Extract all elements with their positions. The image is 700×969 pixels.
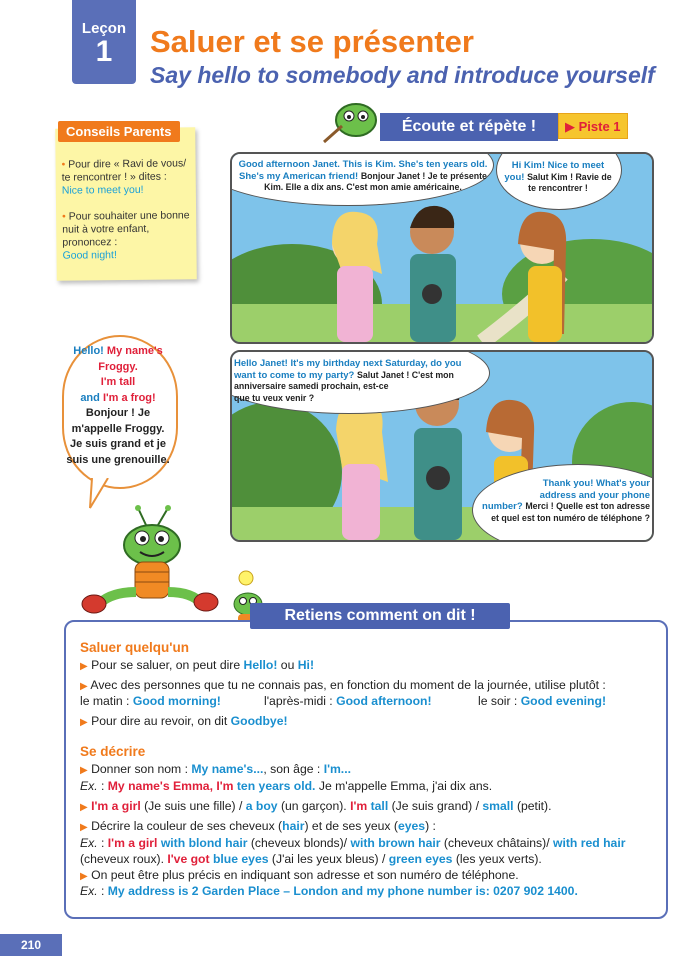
bullet-arrow-icon: ▶ <box>80 822 88 833</box>
panel1-bubble-right-text: Hi Kim! Nice to meet you! Salut Kim ! Ravie de te rencontrer ! <box>504 160 612 193</box>
tip2-fr: Pour souhaiter une bonne nuit à votre enfant, prononcez : <box>62 209 190 249</box>
bullet-arrow-icon: ▶ <box>80 765 88 776</box>
panel2-bubble-left-text: Hello Janet! It's my birthday next Saturday, do you want to come to my party? Salut Janet ! C'est mon anniversaire samedi prochain, est-ce que tu veux venir ? <box>234 358 462 403</box>
section-saluer-title: Saluer quelqu'un <box>80 640 189 655</box>
froggy-and: and <box>80 391 100 404</box>
decrire-line-3: ▶ I'm a girl (Je suis une fille) / a boy (un garçon). I'm tall (Je suis grand) / small (petit). <box>80 799 552 813</box>
froggy-frog: I'm a frog! <box>102 391 156 404</box>
froggy-fr1: Bonjour ! Je <box>85 407 151 419</box>
play-icon: ▶ <box>565 119 575 134</box>
froggy-hello: Hello! <box>73 345 104 357</box>
decrire-line-6: (cheveux roux). I've got blue eyes (J'ai les yeux bleus) / green eyes (les yeux verts). <box>80 852 542 866</box>
froggy-fr4: suis une grenouille. <box>66 453 170 466</box>
froggy-speech-text <box>66 344 170 468</box>
conseils-tag: Conseils Parents <box>58 121 180 142</box>
saluer-line-2: ▶ Avec des personnes que tu ne connais pas, en fonction du moment de la journée, utilise plutôt : <box>80 678 606 692</box>
piste-badge[interactable] <box>558 113 628 139</box>
retiens-box <box>64 620 668 919</box>
decrire-line-4: ▶ Décrire la couleur de ses cheveux (hair) et de ses yeux (eyes) : <box>80 819 436 833</box>
froggy-illustration <box>80 500 220 620</box>
bullet-arrow-icon: ▶ <box>80 871 88 882</box>
saluer-line-4: ▶ Pour dire au revoir, on dit Goodbye! <box>80 714 288 728</box>
decrire-line-2: Ex. : My name's Emma, I'm ten years old. Je m'appelle Emma, j'ai dix ans. <box>80 779 493 793</box>
lesson-badge <box>72 0 136 84</box>
page-title-en: Say hello to somebody and introduce yourself <box>150 62 655 88</box>
decrire-line-7: ▶ On peut être plus précis en indiquant son adresse et son numéro de téléphone. <box>80 868 519 882</box>
saluer-line-1: ▶ Pour se saluer, on peut dire Hello! ou Hi! <box>80 658 314 672</box>
page-number: 210 <box>0 934 62 956</box>
decrire-line-5: Ex. : I'm a girl with blond hair (cheveux blonds)/ with brown hair (cheveux châtains)/ with red hair <box>80 836 626 850</box>
saluer-line-3c: le soir : Good evening! <box>478 694 606 708</box>
froggy-myname: My name's <box>106 345 163 357</box>
retiens-header: Retiens comment on dit ! <box>250 603 510 629</box>
froggy-fr2: m'appelle Froggy. <box>71 422 165 435</box>
ecoute-header: Écoute et répète ! <box>380 113 558 141</box>
lesson-word: Leçon <box>81 20 127 37</box>
panel2-bubble-right-text: Thank you! What's your address and your phone number? Merci ! Quelle est ton adresse et quel est ton numéro de téléphone ? <box>482 478 650 523</box>
froggy-tall: I'm tall <box>100 376 136 388</box>
tip2-en: Good night! <box>62 249 117 262</box>
page-title-fr: Saluer et se présenter <box>150 24 474 59</box>
comic-panel-1 <box>230 152 654 344</box>
tip1-fr: Pour dire « Ravi de vous/ te rencontrer ! » dites : <box>61 157 187 184</box>
lesson-number: 1 <box>95 35 113 68</box>
bullet-arrow-icon: ▶ <box>80 717 88 728</box>
bullet-arrow-icon: ▶ <box>80 661 88 672</box>
froggy-teacher-icon <box>322 92 382 148</box>
bullet-arrow-icon: ▶ <box>80 802 88 813</box>
froggy-fr3: Je suis grand et je <box>70 438 166 450</box>
froggy-name: Froggy. <box>98 360 138 373</box>
bullet-arrow-icon: ▶ <box>80 681 88 692</box>
comic-panel-2 <box>230 350 654 542</box>
decrire-line-8: Ex. : My address is 2 Garden Place – London and my phone number is: 0207 902 1400. <box>80 884 578 898</box>
piste-label: Piste 1 <box>578 119 621 134</box>
conseils-note: • Pour dire « Ravi de vous/ te rencontrer ! » dites : Nice to meet you! • Pour souhaiter une bonne nuit à votre enfant, prononcez : Good night! <box>55 127 197 280</box>
panel1-bubble-left-text: Good afternoon Janet. This is Kim. She's ten years old. She's my American friend! Bonjour Janet ! Je te présente Kim. Elle a dix ans. C'est mon amie américaine. <box>238 159 488 192</box>
saluer-line-3: le matin : Good morning! <box>80 694 221 708</box>
section-decrire-title: Se décrire <box>80 744 146 759</box>
saluer-line-3b: l'après-midi : Good afternoon! <box>264 694 432 708</box>
tip1-en: Nice to meet you! <box>61 183 144 197</box>
decrire-line-1: ▶ Donner son nom : My name's..., son âge : I'm... <box>80 762 351 776</box>
